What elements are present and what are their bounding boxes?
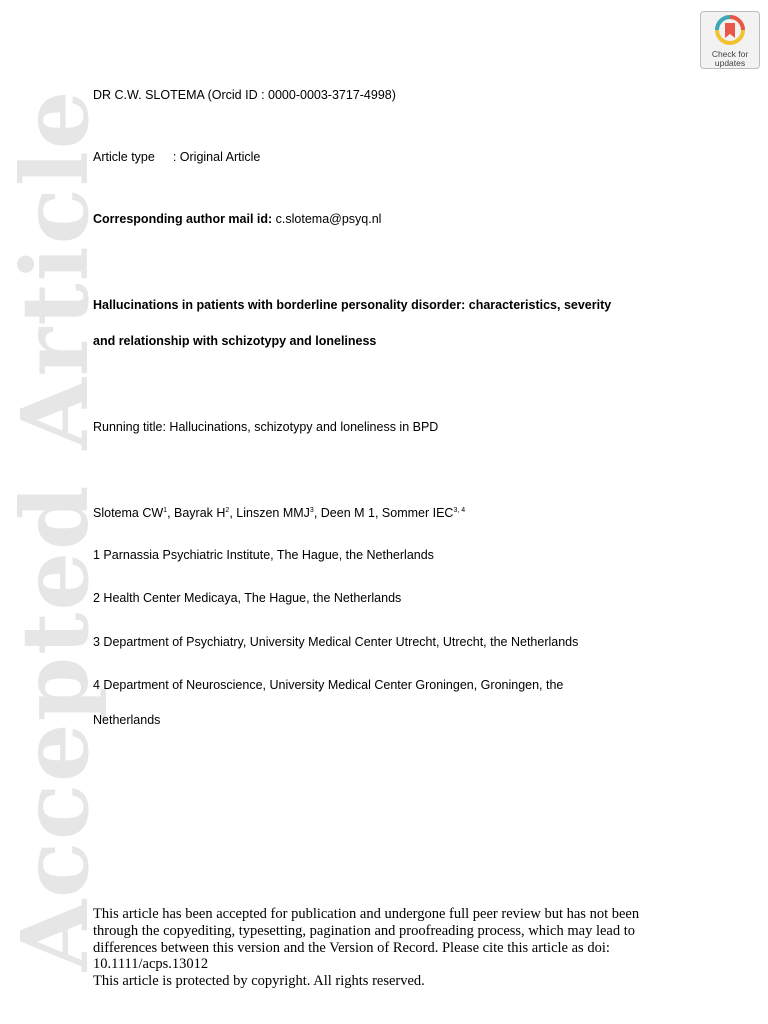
article-title-line-2: and relationship with schizotypy and loneliness	[93, 334, 377, 348]
author-affiliation-number: 3, 4	[453, 507, 466, 514]
publication-footer	[93, 906, 683, 990]
author-name: , Linszen MMJ	[229, 506, 310, 520]
affiliation-4-continued: Netherlands	[93, 713, 161, 727]
corresponding-author-line	[93, 212, 381, 226]
accepted-article-watermark: Accepted Article	[1, 88, 109, 972]
author-affiliation-number: 3	[309, 507, 314, 514]
corresponding-author-label: Corresponding author mail id:	[93, 212, 273, 226]
author-orcid-line: DR C.W. SLOTEMA (Orcid ID : 0000-0003-3717-4998)	[93, 88, 396, 102]
author-affiliation-number: 1	[163, 507, 168, 514]
author-name: Slotema CW	[93, 506, 164, 520]
check-for-updates-line2: updates	[714, 58, 746, 68]
article-type-line	[93, 150, 260, 164]
article-type-value: : Original Article	[172, 150, 261, 164]
accepted-notice: This article has been accepted for publication and undergone full peer review but has not been through the copyediting, typesetting, pagination and proofreading process, which may lead to differences between this version and the Version of Record. Please cite this article as doi: 10.1111/acps.13012	[93, 906, 640, 973]
copyright-notice: This article is protected by copyright. All rights reserved.	[93, 973, 425, 990]
affiliation-2: 2 Health Center Medicaya, The Hague, the Netherlands	[93, 591, 402, 605]
author-name: , Bayrak H	[167, 506, 226, 520]
affiliation-1: 1 Parnassia Psychiatric Institute, The Hague, the Netherlands	[93, 548, 434, 562]
author-affiliation-number: 2	[225, 507, 230, 514]
article-type-label: Article type	[93, 150, 155, 164]
article-title-line-1: Hallucinations in patients with borderline personality disorder: characteristics, severity	[93, 298, 612, 312]
affiliation-4: 4 Department of Neuroscience, University Medical Center Groningen, Groningen, the	[93, 678, 564, 692]
corresponding-author-email[interactable]: c.slotema@psyq.nl	[275, 212, 382, 226]
author-name: , Deen M 1, Sommer IEC	[313, 506, 454, 520]
affiliation-3: 3 Department of Psychiatry, University Medical Center Utrecht, Utrecht, the Netherlands	[93, 635, 579, 649]
check-for-updates-line1: Check for	[711, 49, 749, 59]
check-for-updates-badge[interactable]	[700, 11, 760, 69]
check-for-updates-icon	[715, 15, 745, 45]
running-title: Running title: Hallucinations, schizotypy and loneliness in BPD	[93, 420, 439, 434]
author-list	[93, 506, 465, 520]
